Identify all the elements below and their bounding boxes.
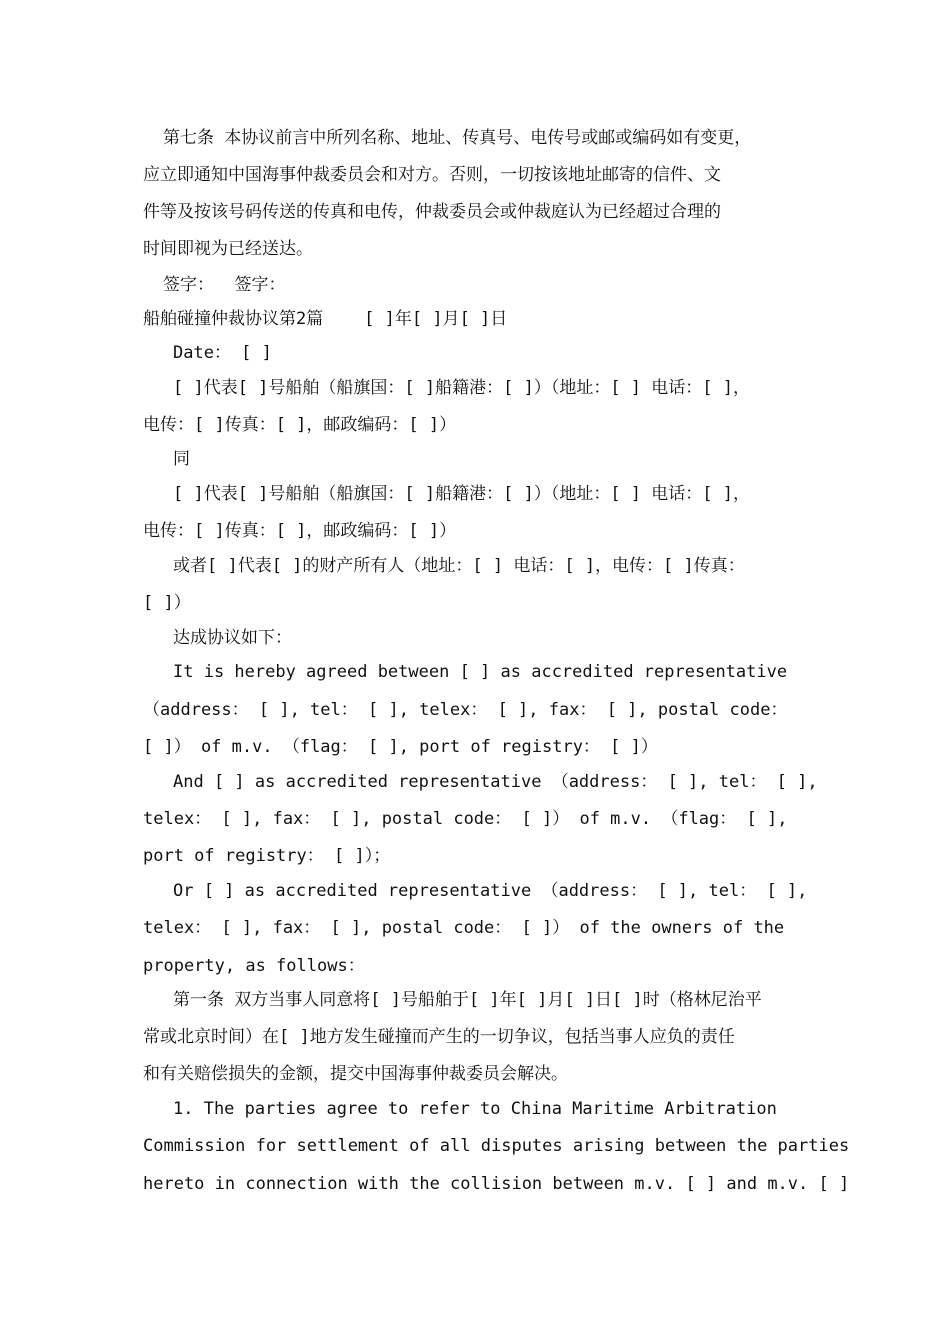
- english-party-2-line-1: And [ ] as accredited representative （address： [ ], tel： [ ],: [173, 772, 818, 792]
- article-7-line-1: 第七条 本协议前言中所列名称、地址、传真号、电传号或邮或编码如有变更，: [163, 128, 752, 148]
- english-party-3-line-1: Or [ ] as accredited representative （address： [ ], tel： [ ],: [173, 881, 808, 901]
- english-party-1-line-1: It is hereby agreed between [ ] as accredited representative: [173, 662, 788, 682]
- article-7-line-3: 件等及按该号码传送的传真和电传，仲裁委员会或仲裁庭认为已经超过合理的: [143, 202, 721, 222]
- article-7-line-4: 时间即视为已经送达。: [143, 239, 313, 259]
- english-party-1-line-2: （address： [ ], tel： [ ], telex： [ ], fax： [ ], postal code：: [143, 700, 788, 720]
- date-line: Date： [ ]: [173, 343, 272, 363]
- party-1-line-1: [ ]代表[ ]号船舶（船旗国：[ ]船籍港：[ ]）（地址：[ ] 电话：[ ]，: [173, 378, 750, 398]
- english-party-2-line-2: telex： [ ], fax： [ ], postal code： [ ]） of m.v. （flag： [ ],: [143, 809, 788, 829]
- article-1-line-2: 常或北京时间）在[ ]地方发生碰撞而产生的一切争议，包括当事人应负的责任: [143, 1027, 735, 1047]
- english-party-3-line-2: telex： [ ], fax： [ ], postal code： [ ]） of the owners of the: [143, 918, 785, 938]
- property-owner-line-1: 或者[ ]代表[ ]的财产所有人（地址：[ ] 电话：[ ]，电传：[ ]传真：: [173, 556, 745, 576]
- article-1-line-1: 第一条 双方当事人同意将[ ]号船舶于[ ]年[ ]月[ ]日[ ]时（格林尼治平: [173, 990, 762, 1010]
- english-party-3-line-3: property, as follows：: [143, 956, 365, 976]
- party-1-line-2: 电传：[ ]传真：[ ]，邮政编码：[ ]）: [143, 415, 457, 435]
- with-line: 同: [173, 449, 190, 469]
- english-article-1-line-3: hereto in connection with the collision between m.v. [ ] and m.v. [ ]: [143, 1174, 850, 1194]
- document-title-line: 船舶碰撞仲裁协议第2篇 [ ]年[ ]月[ ]日: [143, 309, 508, 329]
- article-7-line-2: 应立即通知中国海事仲裁委员会和对方。否则，一切按该地址邮寄的信件、文: [143, 165, 721, 185]
- party-2-line-1: [ ]代表[ ]号船舶（船旗国：[ ]船籍港：[ ]）（地址：[ ] 电话：[ ]，: [173, 484, 750, 504]
- english-party-1-line-3: [ ]） of m.v. （flag： [ ], port of registry： [ ]）: [143, 737, 658, 757]
- english-article-1-line-1: 1. The parties agree to refer to China Maritime Arbitration: [173, 1099, 777, 1119]
- english-article-1-line-2: Commission for settlement of all disputes arising between the parties: [143, 1136, 850, 1156]
- agreement-intro-line: 达成协议如下：: [173, 628, 292, 648]
- english-party-2-line-3: port of registry： [ ]）；: [143, 846, 391, 866]
- property-owner-line-2: [ ]）: [143, 593, 191, 613]
- party-2-line-2: 电传：[ ]传真：[ ]，邮政编码：[ ]）: [143, 521, 457, 541]
- article-1-line-3: 和有关赔偿损失的金额，提交中国海事仲裁委员会解决。: [143, 1064, 568, 1084]
- signature-line: 签字： 签字：: [163, 275, 286, 295]
